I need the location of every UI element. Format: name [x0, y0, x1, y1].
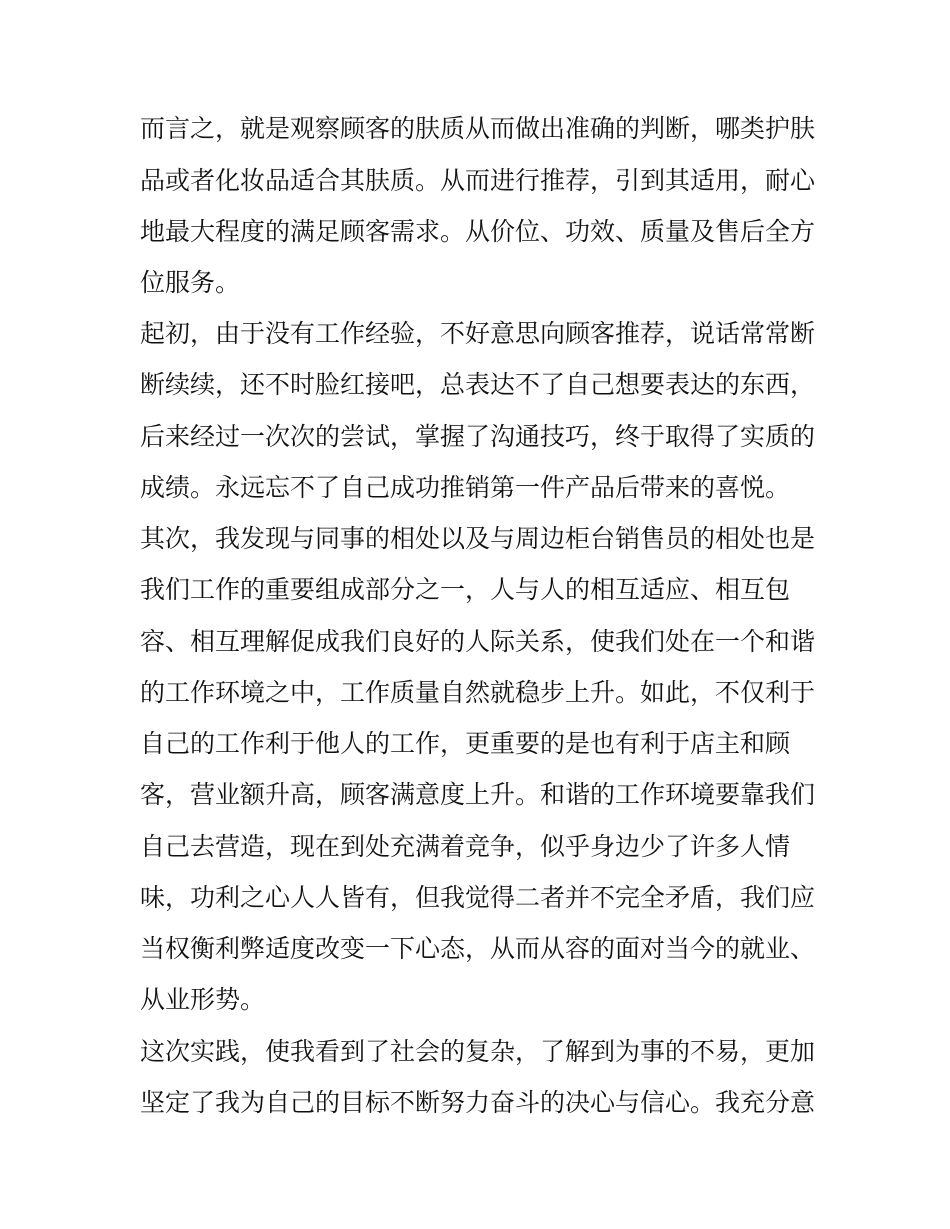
text-line: 品或者化妆品适合其肤质。从而进行推荐，引到其适用，耐心	[140, 166, 816, 195]
text-line: 后来经过一次次的尝试，掌握了沟通技巧，终于取得了实质的	[140, 422, 816, 451]
text-line: 的工作环境之中，工作质量自然就稳步上升。如此，不仅利于	[140, 678, 816, 707]
text-line: 味，功利之心人人皆有，但我觉得二者并不完全矛盾，我们应	[140, 883, 816, 912]
text-line: 自己的工作利于他人的工作，更重要的是也有利于店主和顾	[140, 729, 791, 758]
text-line: 断续续，还不时脸红接吧，总表达不了自己想要表达的东西，	[140, 370, 816, 399]
text-line: 成绩。永远忘不了自己成功推销第一件产品后带来的喜悦。	[140, 473, 791, 502]
text-line: 从业形势。	[140, 985, 266, 1014]
text-line: 坚定了我为自己的目标不断努力奋斗的决心与信心。我充分意	[140, 1088, 816, 1117]
text-line: 客，营业额升高，顾客满意度上升。和谐的工作环境要靠我们	[140, 780, 816, 809]
text-line: 容、相互理解促成我们良好的人际关系，使我们处在一个和谐	[140, 627, 816, 656]
text-line: 其次，我发现与同事的相处以及与周边柜台销售员的相处也是	[140, 524, 816, 553]
text-line: 起初，由于没有工作经验，不好意思向顾客推荐，说话常常断	[140, 319, 816, 348]
text-line: 我们工作的重要组成部分之一，人与人的相互适应、相互包	[140, 575, 791, 604]
text-line: 当权衡利弊适度改变一下心态，从而从容的面对当今的就业、	[140, 934, 816, 963]
text-line: 而言之，就是观察顾客的肤质从而做出准确的判断，哪类护肤	[140, 114, 816, 143]
text-line: 地最大程度的满足顾客需求。从价位、功效、质量及售后全方	[140, 217, 816, 246]
text-line: 这次实践，使我看到了社会的复杂，了解到为事的不易，更加	[140, 1037, 816, 1066]
text-line: 自己去营造，现在到处充满着竞争，似乎身边少了许多人情	[140, 832, 791, 861]
text-line: 位服务。	[140, 268, 241, 297]
